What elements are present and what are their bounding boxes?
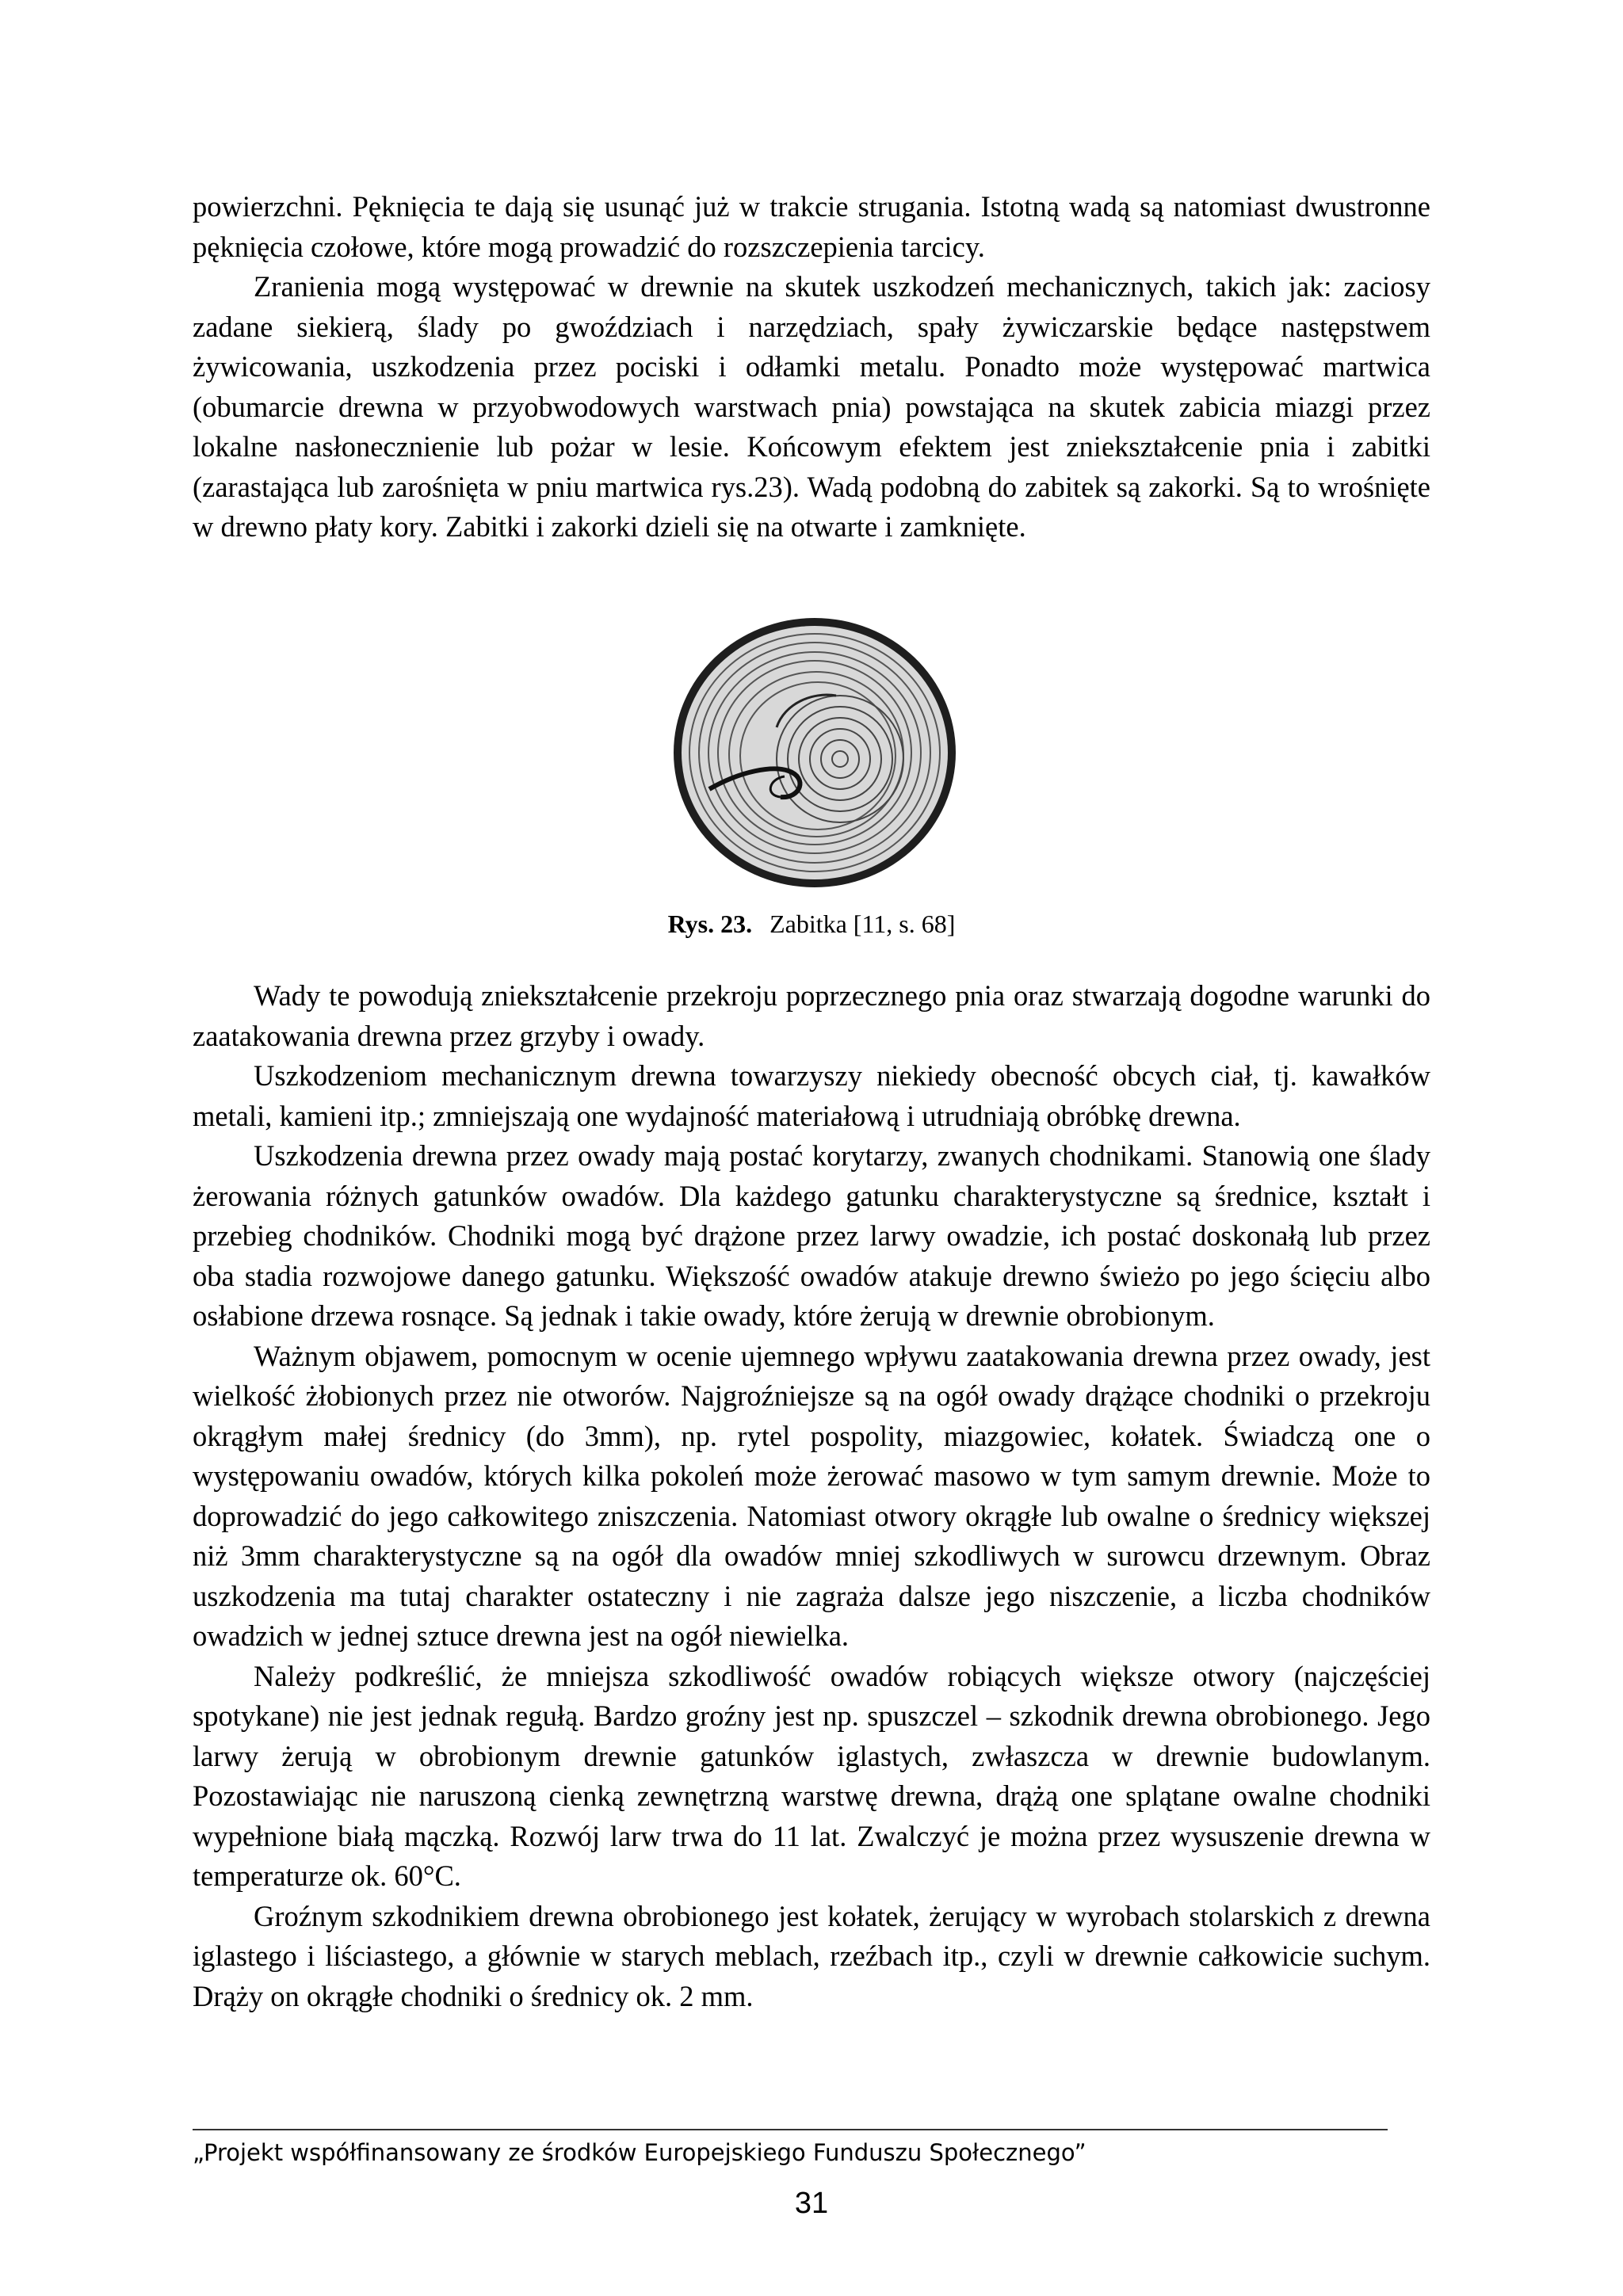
paragraph: Uszkodzenia drewna przez owady mają postać korytarzy, zwanych chodnikami. Stanowią one ślady żerowania różnych gatunków owadów. Dla każdego gatunku charakterystyczne są średnice, kształt i przebieg chodników. Chodniki mogą być drążone przez larwy owadzie, ich postać doskonałą lub przez oba stadia rozwojowe danego gatunku. Większość owadów atakuje drewno świeżo po jego ścięciu albo osłabione drzewa rosnące. Są jednak i takie owady, które żerują w drewnie obrobionym. bbox=[193, 1139, 1430, 1332]
figure-caption-text: Zabitka [11, s. 68] bbox=[769, 910, 956, 938]
figure-caption bbox=[0, 910, 1623, 939]
footer-divider bbox=[193, 2129, 1388, 2130]
paragraph: Wady te powodują zniekształcenie przekroju poprzecznego pnia oraz stwarzają dogodne warunki do zaatakowania drewna przez grzyby i owady. bbox=[193, 979, 1430, 1052]
paragraph: Groźnym szkodnikiem drewna obrobionego jest kołatek, żerujący w wyrobach stolarskich z drewna iglastego i liściastego, a głównie w starych meblach, rzeźbach itp., czyli w drewnie całkowicie suchym. Drąży on okrągłe chodniki o średnicy ok. 2 mm. bbox=[193, 1899, 1430, 2012]
paragraph: Zranienia mogą występować w drewnie na skutek uszkodzeń mechanicznych, takich jak: zaciosy zadane siekierą, ślady po gwoździach i narzędziach, spały żywiczarskie będące następstwem żywicowania, uszkodzenia przez pociski i odłamki metalu. Ponadto może występować martwica (obumarcie drewna w przyobwodowych warstwach pnia) powstająca na skutek zabicia miazgi przez lokalne nasłonecznienie lub pożar w lesie. Końcowym efektem jest zniekształcenie pnia i zabitki (zarastająca lub zarośnięta w pniu martwica rys.23). Wadą podobną do zabitek są zakorki. Są to wrośnięte w drewno płaty kory. Zabitki i zakorki dzieli się na otwarte i zamknięte. bbox=[193, 270, 1430, 543]
paragraph: Ważnym objawem, pomocnym w ocenie ujemnego wpływu zaatakowania drewna przez owady, jest wielkość żłobionych przez nie otworów. Najgroźniejsze są na ogół owady drążące chodniki o przekroju okrągłym małej średnicy (do 3mm), np. rytel pospolity, miazgowiec, kołatek. Świadczą one o występowaniu owadów, których kilka pokoleń może żerować masowo w tym samym drewnie. Może to doprowadzić do jego całkowitego zniszczenia. Natomiast otwory okrągłe lub owalne o średnicy większej niż 3mm charakterystyczne są na ogół dla owadów mniej szkodliwych w surowcu drzewnym. Obraz uszkodzenia ma tutaj charakter ostateczny i nie zagraża dalsze jego niszczenie, a liczba chodników owadzich w jednej sztuce drewna jest na ogół niewielka. bbox=[193, 1339, 1430, 1652]
body-text-top bbox=[193, 187, 1430, 547]
figure-label: Rys. 23. bbox=[667, 910, 753, 938]
paragraph: powierzchni. Pęknięcia te dają się usunąć już w trakcie strugania. Istotną wadą są natomiast dwustronne pęknięcia czołowe, które mogą prowadzić do rozszczepienia tarcicy. bbox=[193, 190, 1430, 263]
footer-note: „Projekt współfinansowany ze środków Europejskiego Funduszu Społecznego” bbox=[193, 2139, 1086, 2166]
paragraph: Uszkodzeniom mechanicznym drewna towarzyszy niekiedy obecność obcych ciał, tj. kawałków metali, kamieni itp.; zmniejszają one wydajność materiałową i utrudniają obróbkę drewna. bbox=[193, 1059, 1430, 1132]
body-text-bottom bbox=[193, 976, 1430, 2016]
page-number: 31 bbox=[794, 2187, 829, 2220]
wood-section-figure bbox=[662, 608, 967, 896]
paragraph: Należy podkreślić, że mniejsza szkodliwość owadów robiących większe otwory (najczęściej spotykane) nie jest jednak regułą. Bardzo groźny jest np. spuszczel – szkodnik drewna obrobionego. Jego larwy żerują w obrobionym drewnie gatunków iglastych, zwłaszcza w drewnie budowlanym. Pozostawiając nie naruszoną cienką zewnętrzną warstwę drewna, drążą one splątane owalne chodniki wypełnione białą mączką. Rozwój larw trwa do 11 lat. Zwalczyć je można przez wysuszenie drewna w temperaturze ok. 60°C. bbox=[193, 1659, 1430, 1892]
